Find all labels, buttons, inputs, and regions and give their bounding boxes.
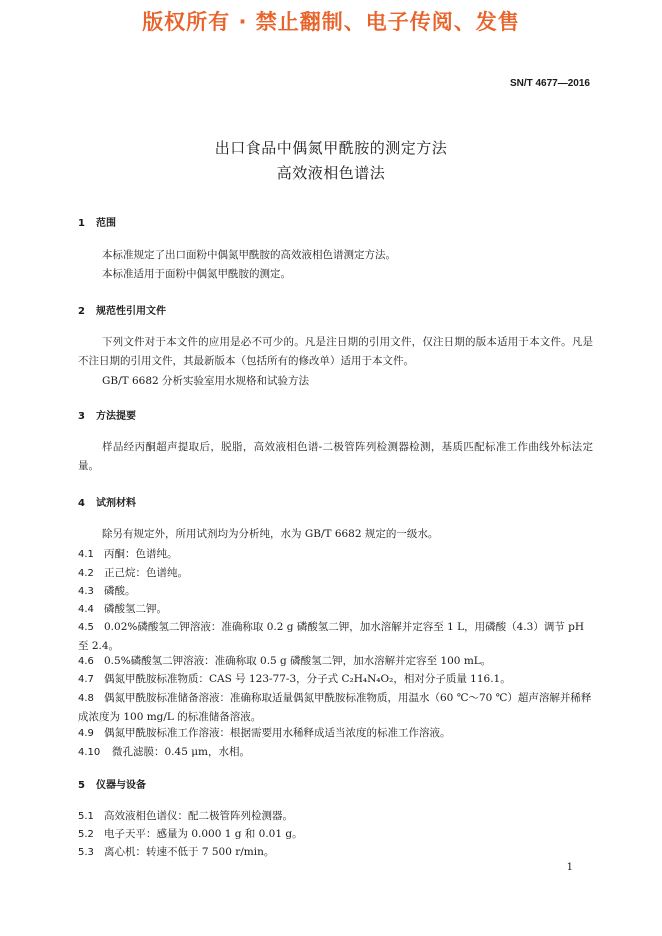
document-title: 出口食品中偶氮甲酰胺的测定方法 [214, 139, 448, 157]
section-3-paragraph: 样品经丙酮超声提取后，脱脂，高效液相色谱-二极管阵列检测器检测，基质匹配标准工作曲线外标法定量。 [78, 441, 593, 472]
list-item: 5.3 离心机：转速不低于 7 500 r/min。 [78, 846, 275, 858]
section-number: 4 [78, 498, 85, 509]
section-1-heading [78, 214, 116, 229]
list-item: 4.5 0.02%磷酸氢二钾溶液：准确称取 0.2 g 磷酸氢二钾，加水溶解并定容至 1 L，用磷酸（4.3）调节 pH 至 2.4。 [78, 621, 585, 652]
section-4-intro: 除另有规定外，所用试剂均为分析纯，水为 GB/T 6682 规定的一级水。 [102, 528, 439, 540]
list-item: 4.9 偶氮甲酰胺标准工作溶液：根据需要用水稀释成适当浓度的标准工作溶液。 [78, 727, 451, 739]
section-number: 5 [78, 780, 85, 791]
section-number: 1 [78, 218, 85, 229]
section-2-heading [78, 302, 166, 317]
section-title: 规范性引用文件 [96, 306, 166, 317]
section-number: 3 [78, 411, 85, 422]
watermark-banner: 版权所有 · 禁止翻制、电子传阅、发售 [142, 10, 520, 34]
section-2-paragraph: 下列文件对于本文件的应用是必不可少的。凡是注日期的引用文件，仅注日期的版本适用于本文件。凡是不注日期的引用文件，其最新版本（包括所有的修改单）适用于本文件。 [78, 336, 593, 367]
list-item: 4.1 丙酮：色谱纯。 [78, 548, 178, 560]
section-4-heading [78, 494, 136, 509]
list-item: 5.1 高效液相色谱仪：配二极管阵列检测器。 [78, 810, 293, 822]
section-1-paragraph-1: 本标准规定了出口面粉中偶氮甲酰胺的高效液相色谱测定方法。 [102, 249, 396, 261]
section-number: 2 [78, 306, 85, 317]
section-title: 方法提要 [96, 411, 136, 422]
section-5-heading [78, 776, 146, 791]
document-subtitle: 高效液相色谱法 [276, 164, 386, 182]
section-title: 范围 [96, 218, 116, 229]
section-title: 试剂材料 [96, 498, 136, 509]
standard-number: SN/T 4677—2016 [509, 78, 590, 89]
normative-reference: GB/T 6682 分析实验室用水规格和试验方法 [102, 375, 310, 387]
section-title: 仪器与设备 [96, 780, 146, 791]
list-item: 4.10 微孔滤膜：0.45 μm，水相。 [78, 746, 250, 758]
list-item: 4.3 磷酸。 [78, 585, 136, 597]
section-1-paragraph-2: 本标准适用于面粉中偶氮甲酰胺的测定。 [102, 268, 291, 280]
list-item: 5.2 电子天平：感量为 0.000 1 g 和 0.01 g。 [78, 828, 303, 840]
list-item: 4.2 正己烷：色谱纯。 [78, 567, 188, 579]
list-item: 4.6 0.5%磷酸氢二钾溶液：准确称取 0.5 g 磷酸氢二钾，加水溶解并定容至 100 mL。 [78, 655, 492, 667]
list-item: 4.7 偶氮甲酰胺标准物质：CAS 号 123-77-3，分子式 C₂H₄N₄O₂，相对分子质量 116.1。 [78, 673, 511, 685]
section-3-heading [78, 407, 136, 422]
list-item: 4.8 偶氮甲酰胺标准储备溶液：准确称取适量偶氮甲酰胺标准物质，用温水（60 ℃～70 ℃）超声溶解并稀释成浓度为 100 mg/L 的标准储备溶液。 [78, 692, 592, 723]
page-number: 1 [566, 862, 573, 873]
list-item: 4.4 磷酸氢二钾。 [78, 603, 167, 615]
